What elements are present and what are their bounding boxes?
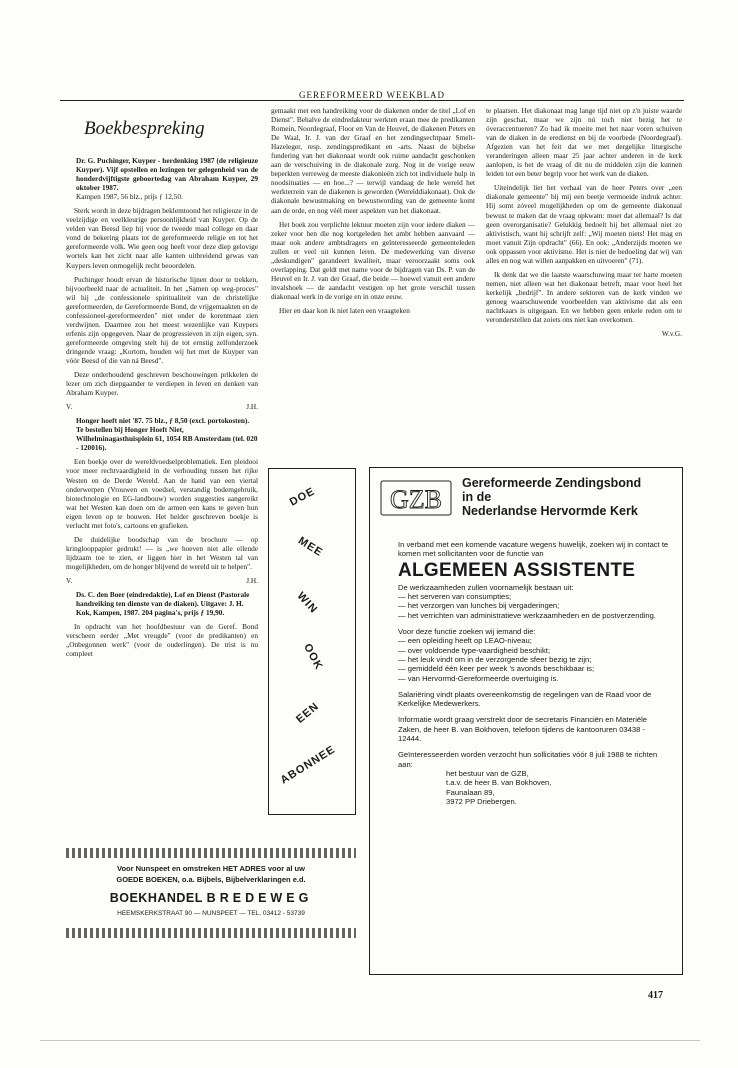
- signature-3: W.v.G.: [661, 329, 682, 339]
- ad-address-line: het bestuur van de GZB,: [446, 768, 529, 778]
- signature-2-right: J.H.: [246, 575, 258, 585]
- ad-body: [398, 540, 670, 806]
- ad-duties-list: [398, 592, 670, 620]
- review3-paragraph-4: Hier en daar kon ik niet laten een vraagteken: [279, 305, 410, 315]
- promo-word-4: OOK: [301, 641, 325, 673]
- list-item: — het serveren van consumpties;: [398, 592, 512, 602]
- review3-paragraph-5: te plaatsen. Het diakonaat mag lange tijd niet op z'n juiste waarde zijn geschat, maar we zijn nú toch niet bezig het te óveraccentueren? Zo had ik moeite met het naar voren schuiven van de diaken in de eredienst en bij de voorbede (Noordegraaf). Afgezien van het feit dat we met dergelijke liturgische veranderingen alleen maar 25 jaar achter anderen in de kerk aanlopen, is het de vraag of dit nu de middelen zijn die kunnen leiden tot een beter begrip voor het werk van de diaken.: [486, 106, 682, 179]
- review3-paragraph-3: Het boek zou verplichte lektuur moeten zijn voor iedere diaken — zeker voor hen die nog kortgeleden het ambt hebben aanvaard — maar ook andere ambtsdragers en geïnteresseerde gemeenteleden zullen er veel uit kunnen leren. De medewerking van diverse „deskundigen" garandeert kwaliteit, maar veroorzaakt soms ook overlapping. Dat geldt met name voor de bijdragen van Ds. P. van de Heuvel en Ir. J. van der Graaf, die beide — hoewel vanuit een andere invalshoek — de aandacht vestigen op het grote verschil tussen diakonaal werk in de vorige en in onze eeuw.: [271, 219, 475, 301]
- ad-information: Informatie wordt graag verstrekt door de secretaris Financiën en Materiële Zaken, de heer B. van Bokhoven, telefoon tijdens de kantooruren 03438 - 12444.: [398, 715, 648, 744]
- ad-organization: [462, 476, 641, 518]
- gzb-logo-text: GZB: [390, 485, 442, 514]
- review3-paragraph-1: In opdracht van het hoofdbestuur van de Geref. Bond verscheen eerder „Met vreugde" (voor de predikanten) en „Onbegonnen werk" (voor de ouderlingen). De trist is nu compleet: [66, 622, 258, 659]
- ad-border-bottom: [66, 928, 356, 938]
- promo-word-2: MEE: [295, 534, 325, 560]
- ad-address-line: t.a.v. de heer B. van Bokhoven,: [446, 778, 552, 788]
- promo-word-5: EEN: [294, 700, 322, 726]
- list-item: — het leuk vindt om in de verzorgende sfeer bezig te zijn;: [398, 654, 592, 664]
- signature-2-left: V.: [66, 575, 73, 585]
- review3-paragraph-2: gemaakt met een handreiking voor de diakenen onder de titel „Lof en Dienst". Behalve de eindredakteur werkten eraan mee de predikanten Romein, Noordegraaf, Floor en Van de Heuvel, de diakenen Peters en De Waal, Ir. J. van der Graaf en het zendingsechtpaar Smelt-Hazeleger, resp. zendingspredikant en -arts. Naast de bijbelse fundering van het diakonaat wordt ook ruime aandacht geschonken aan de verschuiving in de diakonale zorg. Nog in de vorige eeuw beperkten verreweg de meeste diakonieën zich tot individuele hulp in noodsituaties — en hoe...? — terwijl vandaag de hele wereld het werkterrein van de diakenen is geworden (Werelddiakonaat). Ook de diakonale bewustmaking en bewustwording van de gemeente komt aan de orde, en nog véél meer aspekten van het diakonaat.: [271, 106, 475, 215]
- ad-border-top: [66, 848, 356, 858]
- ad-salary: Salariëring vindt plaats overeenkomstig de regelingen van de Raad voor de Kerkelijke Medewerkers.: [398, 689, 652, 709]
- column-1: [66, 156, 258, 663]
- ad-job-title: ALGEMEEN ASSISTENTE: [398, 559, 636, 581]
- page-number: 417: [648, 990, 663, 1001]
- signature-1-right: J.H.: [246, 402, 258, 412]
- review1-paragraph-2: Puchinger houdt ervan de historische lijnen door te trekken, bijvoorbeeld naar de actualiteit. In het „Samen op weg-proces" wil hij „de confessionele spiritualiteit van de christelijke gereformeerden, de Gereformeerde Bond, de vrijgemaakten en de confessioneel-gereformeerden" niet onder de korenmaat zien verdwijnen. Daarmee zou het meest wezenlijke van Kuypers erfenis zijn opgegeven. Naar de progressieven in zijn eigen, syn. gereformeerde omgeving stelt hij de tot ernstig zelfonderzoek dringende vraag: „Kortom, houden wij het met de Kuyper van vóór Beesd of die van ná Beesd".: [66, 274, 258, 365]
- list-item: — een opleiding heeft op LEAO-niveau;: [398, 636, 532, 646]
- signature-2: [66, 576, 258, 585]
- review3-paragraph-6: Uiteindelijk liet het verhaal van de heer Peters over „een diakonale gemeente" bij mij een beetje vermoeide indruk achter. Hij somt zóveel mogelijkheden op om de gemeente diakonaal bewust te maken dat de vraag opkwam: moet dat allemaal? Is dat geen overorganisatie? Gelukkig bedoelt hij het allemaal niet zo aktivistisch, want hij schrijft zelf: „Wij moeten niets! Het mag en moet vanuit Zijn opdracht" (66). En ook: „Anderzijds moeten we ook oppassen voor aktivisme. Het is niet de bedoeling dat wij van alles en nog wat willen aanpakken en uitvoeren" (71).: [486, 183, 682, 265]
- ad-org-line-3: Nederlandse Hervormde Kerk: [462, 504, 638, 518]
- ad-requirements-intro: Voor deze functie zoeken wij iemand die:: [398, 627, 536, 637]
- book1-publisher: Kampen 1987, 56 blz., prijs ƒ 12,50.: [76, 192, 183, 202]
- ad-address-line: Faunalaan 89,: [446, 787, 495, 797]
- book-citation-2: Honger hoeft niet '87. 75 blz., ƒ 8,50 (excl. portokosten). Te bestellen bij Honger Hoeft Niet, Wilhelminagasthuisplein 61, 1054 RB Amsterdam (tel. 020 - 120016).: [76, 416, 258, 453]
- promo-word-3: WIN: [294, 589, 320, 617]
- promo-word-6: ABONNEE: [278, 743, 338, 787]
- ad-apply: Geïnteresseerden worden verzocht hun sollicitaties vóór 8 juli 1988 te richten aan:: [398, 750, 658, 769]
- bookshop-address: HEEMSKERKSTRAAT 90 — NUNSPEET — TEL. 03412 - 53739: [117, 910, 305, 917]
- job-advertisement: [369, 467, 683, 975]
- book-citation-1: [66, 156, 258, 201]
- ad-duties-intro: De werkzaamheden zullen voornamelijk bestaan uit:: [398, 582, 574, 592]
- signature-1-left: V.: [66, 402, 73, 412]
- gzb-logo: [380, 478, 452, 518]
- book-citation-3: Ds. C. den Boer (eindredaktie), Lof en Dienst (Pastorale handreiking ten dienste van de diaken). Uitgave: J. H. Kok, Kampen, 1987. 204 pagina's, prijs ƒ 19,90.: [76, 590, 250, 618]
- ad-intro: In verband met een komende vacature wegens huwelijk, zoeken wij in contact te komen met sollicitanten voor de functie van: [398, 540, 669, 559]
- bookshop-name: BOEKHANDEL BREDEWEG: [109, 891, 313, 905]
- scan-edge-line: [40, 1040, 700, 1041]
- column-3: [486, 106, 682, 343]
- book1-citation: Dr. G. Puchinger, Kuyper - herdenking 1987 (de religieuze Kuyper). Vijf opstellen en lezingen ter gelegenheid van de honderdvijftigste geboortedag van Abraham Kuyper, 29 oktober 1987.: [76, 156, 258, 193]
- promo-word-1: DOE: [287, 485, 318, 509]
- review1-paragraph-1: Sterk wordt in deze bijdragen beklemtoond het religieuze in de veelzijdige en veelkleurige persoonlijkheid van Kuyper. Op de velden van Beesd liep hij voor de tweede maal college en daar vond de bekering plaats tot de gereformeerde religie en tot het gereformeerde volk. Wie geen oog heeft voor deze diep gelovige wortels kan het zicht naar alle kanten uitbreidend gewas van Kuypers leven onmogelijk recht beoordelen.: [66, 206, 258, 270]
- list-item: — over voldoende type-vaardigheid beschikt;: [398, 645, 550, 655]
- review2-paragraph-2: De duidelijke boodschap van de brochure — op kringlooppapier gedrukt! — is „we hoeven niet alle ellende lijdzaam toe te zien, er liggen hier in het Westen tal van mogelijkheden, om de honger blijvend de wereld uit te helpen".: [66, 534, 258, 571]
- bookshop-content: [66, 858, 356, 928]
- bookshop-line-1: Voor Nunspeet en omstreken HET ADRES voor al uw: [117, 864, 305, 873]
- section-title: Boekbespreking: [84, 118, 205, 139]
- review3-paragraph-7: Ik denk dat we die laatste waarschuwing maar ter harte moeten nemen, niet alleen wat het diakonaat betreft, maar voor heel het kerkelijk „bedrijf". In andere sektoren van de kerk vinden we genoeg waarschuwende voorbeelden van aktivisme dat als een nachtkaars is uitgegaan. En we hebben geen enkele reden om te veronderstellen dat zoiets ons niet kan overkomen.: [486, 269, 682, 325]
- running-header: GEREFORMEERD WEEKBLAD: [298, 90, 446, 100]
- header-rule: [60, 100, 684, 101]
- ad-address: [398, 769, 670, 806]
- review1-paragraph-3: Deze onderhoudend geschreven beschouwingen prikkelen de lezer om zich diepgaander te verdiepen in leven en denken van Abraham Kuyper.: [66, 370, 258, 398]
- list-item: — gemiddeld één keer per week 's avonds beschikbaar is;: [398, 664, 595, 674]
- list-item: — het verzorgen van lunches bij vergaderingen;: [398, 601, 560, 611]
- subscription-promo-box: [268, 468, 356, 815]
- list-item: — het verrichten van administratieve werkzaamheden en de postverzending.: [398, 610, 656, 620]
- bookshop-line-2: GOEDE BOEKEN, o.a. Bijbels, Bijbelverklaringen e.d.: [116, 875, 306, 884]
- bookshop-advertisement: [66, 848, 356, 938]
- review2-paragraph-1: Een boekje over de wereldvoedselproblematiek. Een pleidooi voor meer rechtvaardigheid in de verhouding tussen het rijke Westen en de Derde Wereld. Aan de hand van een viertal onderwerpen (Vrouwen en voedsel, verstandig bodemgebruik, biotechnologie en EG-landbouw) worden suggesties aangereikt wat het Westen kan doen om de armen een kans te geven hun eigen leven op te bouwen. Het helder geschreven boekje is verlucht met foto's, cartoons en grafieken.: [66, 457, 258, 530]
- list-item: — van Hervormd-Gereformeerde overtuiging is.: [398, 673, 559, 683]
- ad-org-line-1: Gereformeerde Zendingsbond: [462, 476, 642, 490]
- ad-requirements-list: [398, 636, 670, 682]
- ad-address-line: 3972 PP Driebergen.: [446, 796, 517, 806]
- ad-org-line-2: in de: [462, 490, 492, 504]
- signature-1: [66, 402, 258, 411]
- column-2: [271, 106, 475, 320]
